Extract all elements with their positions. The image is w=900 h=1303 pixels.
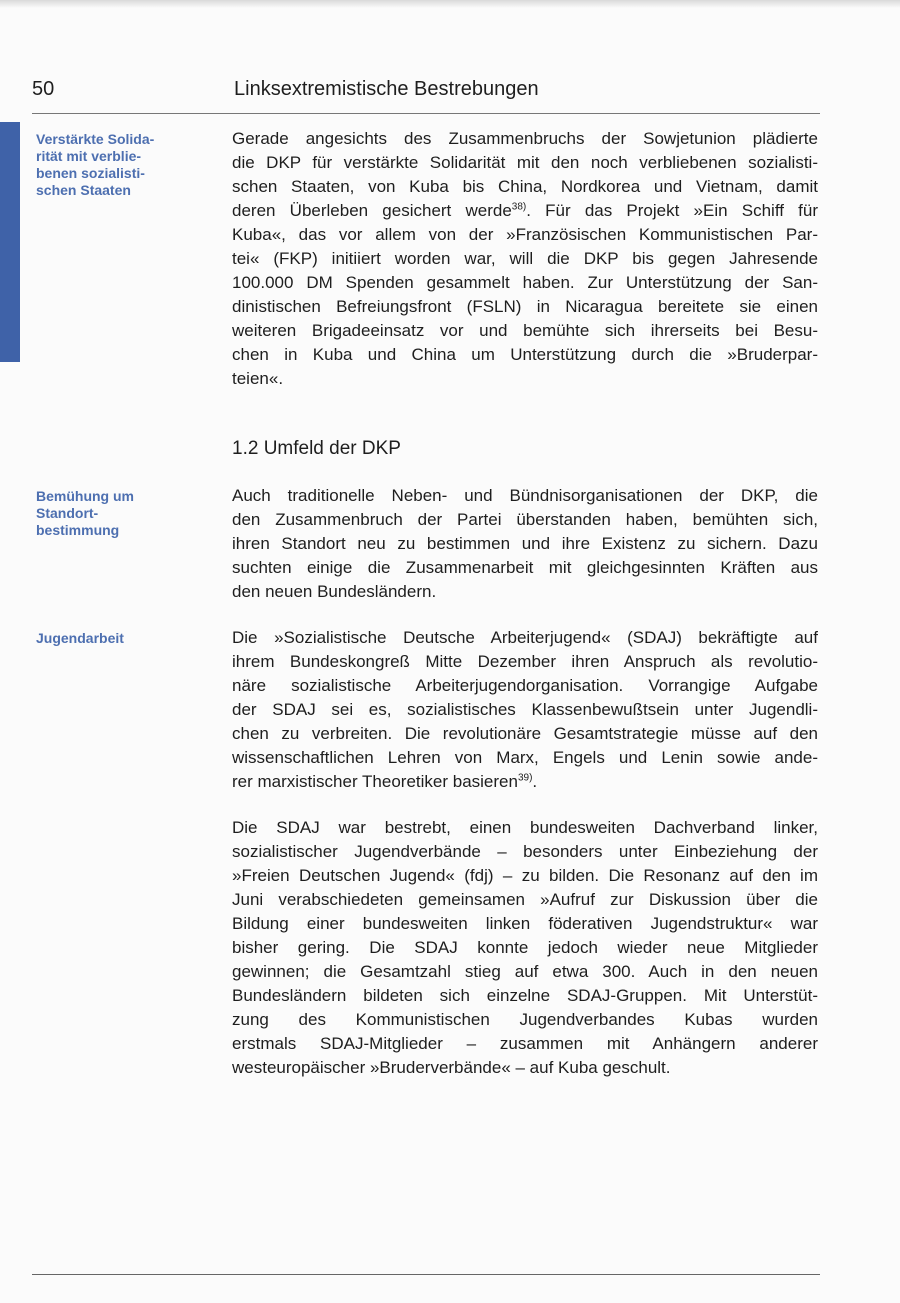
- text-line: Die »Sozialistische Deutsche Arbeiterjugend« (SDAJ) bekräftigte auf: [232, 628, 818, 647]
- text-line: ihrem Bundeskongreß Mitte Dezember ihren Anspruch als revolutio-: [232, 652, 818, 671]
- chapter-edge-marker: [0, 122, 20, 362]
- text-line: Kuba«, das vor allem von der »Französischen Kommunistischen Par-: [232, 225, 818, 244]
- scan-edge-shadow: [0, 0, 900, 8]
- text-line: den Zusammenbruch der Partei überstanden haben, bemühten sich,: [232, 510, 818, 529]
- text-line: Die SDAJ war bestrebt, einen bundesweiten Dachverband linker,: [232, 818, 818, 837]
- footer-rule: [32, 1274, 820, 1275]
- text-line: Juni verabschiedeten gemeinsamen »Aufruf zur Diskussion über die: [232, 890, 818, 909]
- text-line: die DKP für verstärkte Solidarität mit den noch verbliebenen sozialisti-: [232, 153, 818, 172]
- text-fragment: deren Überleben gesichert werde: [232, 201, 512, 220]
- running-title: Linksextremistische Bestrebungen: [234, 78, 539, 100]
- text-fragment: rer marxistischer Theoretiker basieren: [232, 772, 518, 791]
- footnote-ref-39: 39): [517, 772, 533, 784]
- text-fragment: .: [532, 772, 538, 791]
- section-heading: 1.2 Umfeld der DKP: [232, 438, 401, 459]
- text-line: Auch traditionelle Neben- und Bündnisorganisationen der DKP, die: [232, 486, 818, 505]
- text-line: dinistischen Befreiungsfront (FSLN) in Nicaragua bereitete sie einen: [232, 297, 818, 316]
- text-line: tei« (FKP) initiiert worden war, will die DKP bis gegen Jahresende: [232, 249, 818, 268]
- text-line: teien«.: [232, 369, 284, 388]
- text-line: weiteren Brigadeeinsatz vor und bemühte sich ihrerseits bei Besu-: [232, 321, 818, 340]
- text-line: näre sozialistische Arbeiterjugendorganisation. Vorrangige Aufgabe: [232, 676, 818, 695]
- text-line: wissenschaftlichen Lehren von Marx, Engels und Lenin sowie ande-: [232, 748, 818, 767]
- text-line: 100.000 DM Spenden gesammelt haben. Zur Unterstützung der San-: [232, 273, 818, 292]
- text-line: bisher gering. Die SDAJ konnte jedoch wieder neue Mitglieder: [232, 938, 818, 957]
- text-line: den neuen Bundesländern.: [232, 582, 437, 601]
- text-line: Bundesländern bildeten sich einzelne SDAJ-Gruppen. Mit Unterstüt-: [232, 986, 818, 1005]
- text-line: erstmals SDAJ-Mitglieder – zusammen mit Anhängern anderer: [232, 1034, 818, 1053]
- text-line: gewinnen; die Gesamtzahl stieg auf etwa 300. Auch in den neuen: [232, 962, 818, 981]
- text-line: chen in Kuba und China um Unterstützung durch die »Bruderpar-: [232, 345, 818, 364]
- footnote-ref-38: 38): [511, 201, 527, 213]
- text-line: sozialistischer Jugendverbände – besonders unter Einbeziehung der: [232, 842, 818, 861]
- text-line: zung des Kommunistischen Jugendverbandes Kubas wurden: [232, 1010, 818, 1029]
- text-line: Bildung einer bundesweiten linken föderativen Jugendstruktur« war: [232, 914, 818, 933]
- header-rule: [32, 113, 820, 114]
- margin-note-solidarity: Verstärkte Solida- rität mit verblie- benen sozialisti- schen Staaten: [36, 131, 155, 198]
- text-line: »Freien Deutschen Jugend« (fdj) – zu bilden. Die Resonanz auf den im: [232, 866, 818, 885]
- text-line: chen zu verbreiten. Die revolutionäre Gesamtstrategie müsse auf den: [232, 724, 818, 743]
- margin-note-standort: Bemühung um Standort- bestimmung: [36, 488, 134, 538]
- margin-note-jugendarbeit: Jugendarbeit: [36, 630, 124, 646]
- text-line: [232, 771, 818, 793]
- text-line: westeuropäischer »Bruderverbände« – auf Kuba geschult.: [232, 1058, 671, 1077]
- text-line: [232, 200, 818, 222]
- text-line: ihren Standort neu zu bestimmen und ihre Existenz zu sichern. Dazu: [232, 534, 818, 553]
- text-line: der SDAJ sei es, sozialistisches Klassenbewußtsein unter Jugendli-: [232, 700, 818, 719]
- text-line: Gerade angesichts des Zusammenbruchs der Sowjetunion plädierte: [232, 129, 818, 148]
- text-line: suchten einige die Zusammenarbeit mit gleichgesinnten Kräften aus: [232, 558, 818, 577]
- text-line: schen Staaten, von Kuba bis China, Nordkorea und Vietnam, damit: [232, 177, 818, 196]
- page-number: 50: [32, 78, 55, 100]
- text-fragment: . Für das Projekt »Ein Schiff für: [526, 201, 818, 220]
